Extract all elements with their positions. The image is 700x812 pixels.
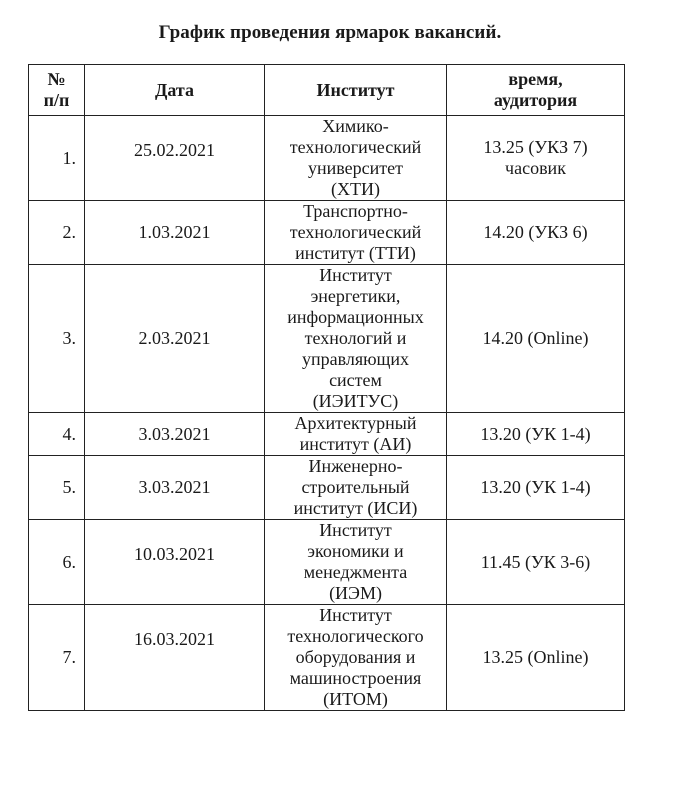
row-number: 7. (29, 605, 85, 711)
row-number: 5. (29, 456, 85, 520)
row-date: 25.02.2021 (85, 116, 265, 201)
institute-line: институт (АИ) (299, 434, 412, 454)
institute-line: информационных (287, 307, 424, 327)
row-date: 1.03.2021 (85, 201, 265, 265)
header-time-line1: время, (508, 69, 563, 89)
time-room-line: 13.20 (УК 1-4) (480, 477, 591, 497)
time-room-line: 13.25 (Online) (482, 647, 589, 667)
row-institute (265, 456, 447, 520)
row-time-room (447, 605, 625, 711)
institute-line: Институт (319, 605, 392, 625)
header-date: Дата (85, 65, 265, 116)
row-institute (265, 201, 447, 265)
row-institute (265, 520, 447, 605)
header-number-line1: № (47, 69, 66, 89)
time-room-line: 11.45 (УК 3-6) (480, 551, 591, 572)
time-room-line: 13.20 (УК 1-4) (480, 423, 591, 444)
row-number: 2. (29, 201, 85, 265)
institute-line: менеджмента (303, 562, 408, 582)
header-time (447, 65, 625, 116)
time-room-line: 13.25 (УКЗ 7) (483, 137, 588, 157)
institute-line: Транспортно- (303, 201, 408, 221)
institute-line: (ИЭИТУС) (312, 391, 399, 411)
time-room-line: часовик (505, 158, 566, 178)
row-institute (265, 605, 447, 711)
institute-line: энергетики, (310, 286, 401, 306)
row-date: 3.03.2021 (85, 413, 265, 456)
institute-line: машиностроения (289, 668, 422, 688)
institute-line: строительный (301, 477, 410, 497)
institute-line: (ИЭМ) (329, 583, 382, 603)
row-time-room (447, 116, 625, 201)
row-date: 3.03.2021 (85, 456, 265, 520)
row-number: 1. (29, 116, 85, 201)
document-title: График проведения ярмарок вакансий. (158, 22, 502, 43)
row-date: 10.03.2021 (85, 520, 265, 605)
row-date: 2.03.2021 (85, 265, 265, 413)
table-row (29, 116, 625, 201)
row-time-room (447, 456, 625, 520)
institute-line: систем (329, 370, 382, 390)
institute-line: технологического (287, 626, 424, 646)
table-row (29, 605, 625, 711)
table-row (29, 456, 625, 520)
row-time-room (447, 520, 625, 605)
row-time-room (447, 265, 625, 413)
institute-line: Институт (319, 520, 392, 540)
institute-line: технологический (289, 137, 422, 157)
table-row (29, 201, 625, 265)
time-room-line: 14.20 (Online) (482, 328, 589, 348)
institute-line: технологический (289, 222, 422, 242)
table-row (29, 520, 625, 605)
institute-line: Химико- (322, 116, 389, 136)
row-institute (265, 265, 447, 413)
institute-line: оборудования и (295, 647, 416, 667)
header-number (29, 65, 85, 116)
institute-line: институт (ТТИ) (295, 243, 416, 263)
header-number-line2: п/п (43, 90, 70, 110)
institute-line: (ХТИ) (331, 179, 380, 199)
table-row (29, 265, 625, 413)
institute-line: технологий и (304, 328, 407, 348)
row-institute (265, 413, 447, 456)
institute-line: Институт (319, 265, 392, 285)
institute-line: экономики и (307, 541, 404, 561)
row-number: 3. (29, 265, 85, 413)
row-number: 4. (29, 413, 85, 456)
institute-line: институт (ИСИ) (293, 498, 418, 518)
institute-line: Архитектурный (294, 413, 417, 433)
table-row (29, 413, 625, 456)
row-time-room (447, 413, 625, 456)
institute-line: Инженерно- (308, 456, 403, 476)
time-room-line: 14.20 (УКЗ 6) (483, 222, 588, 242)
row-institute (265, 116, 447, 201)
header-time-line2: аудитория (493, 90, 578, 110)
institute-line: (ИТОМ) (323, 689, 388, 709)
vacancy-fair-schedule-table (28, 64, 625, 711)
row-number: 6. (29, 520, 85, 605)
row-time-room (447, 201, 625, 265)
institute-line: управляющих (301, 349, 410, 369)
table-header-row (29, 65, 625, 116)
page-bottom-margin (0, 808, 700, 812)
header-institute: Институт (265, 65, 447, 116)
institute-line: университет (308, 158, 403, 178)
row-date: 16.03.2021 (85, 605, 265, 711)
